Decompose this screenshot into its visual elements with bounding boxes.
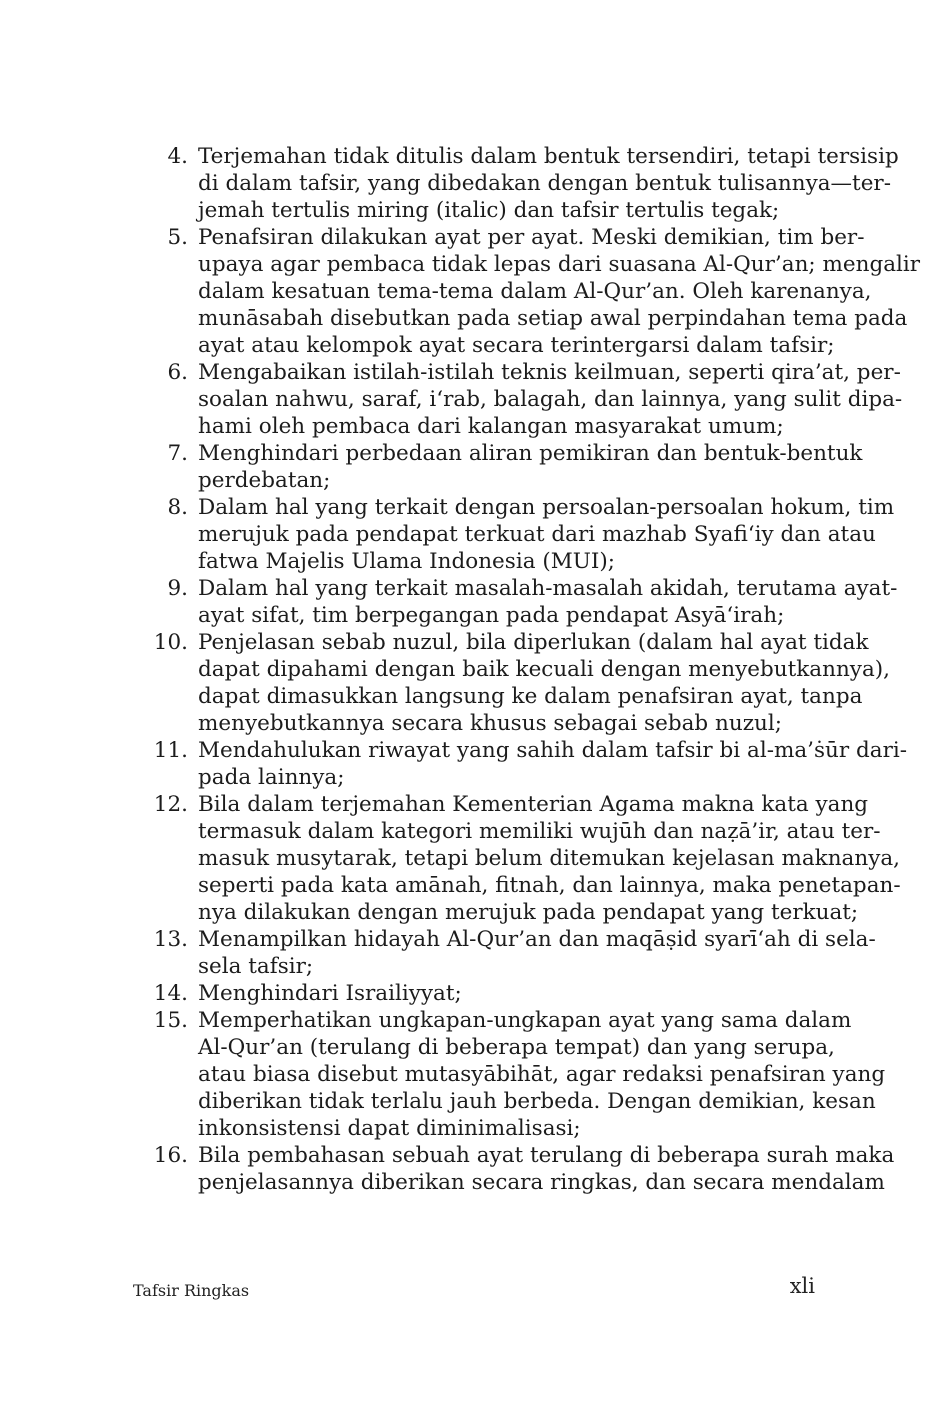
list-item-line: sela tafsir; — [198, 954, 314, 979]
list-item-line: atau biasa disebut mutasyābihāt, agar redaksi penafsiran yang — [198, 1062, 886, 1087]
list-item-line: ayat sifat, tim berpegangan pada pendapat Asyā‘irah; — [198, 603, 785, 628]
list-item-line: Mendahulukan riwayat yang sahih dalam tafsir bi al-ma’ṡūr dari- — [198, 738, 907, 763]
list-item-line: penjelasannya diberikan secara ringkas, dan secara mendalam — [198, 1170, 885, 1195]
list-item-number: 4. — [167, 144, 188, 169]
list-item-line: Al-Qur’an (terulang di beberapa tempat) dan yang serupa, — [198, 1035, 835, 1060]
list-item-number: 7. — [167, 441, 188, 466]
running-footer-title: Tafsir Ringkas — [133, 1281, 250, 1300]
list-item-line: menyebutkannya secara khusus sebagai sebab nuzul; — [198, 711, 782, 736]
list-item-line: Bila pembahasan sebuah ayat terulang di beberapa surah maka — [198, 1143, 895, 1168]
list-item-line: dalam kesatuan tema-tema dalam Al-Qur’an. Oleh karenanya, — [198, 279, 872, 304]
list-item-number: 13. — [153, 927, 188, 952]
list-item-number: 16. — [153, 1143, 188, 1168]
list-item-number: 10. — [153, 630, 188, 655]
list-item-line: Penjelasan sebab nuzul, bila diperlukan (dalam hal ayat tidak — [198, 630, 869, 655]
list-item-line: Mengabaikan istilah-istilah teknis keilmuan, seperti qira’at, per- — [198, 360, 901, 385]
list-item-line: Menghindari Israiliyyat; — [198, 981, 462, 1006]
list-item-number: 14. — [153, 981, 188, 1006]
list-item-line: hami oleh pembaca dari kalangan masyarakat umum; — [198, 414, 784, 439]
list-item-number: 6. — [167, 360, 188, 385]
list-item-line: Menampilkan hidayah Al-Qur’an dan maqāṣid syarī‘ah di sela- — [198, 927, 876, 952]
list-item-line: termasuk dalam kategori memiliki wujūh dan naẓā’ir, atau ter- — [198, 819, 881, 844]
list-item-line: Memperhatikan ungkapan-ungkapan ayat yang sama dalam — [198, 1008, 852, 1033]
list-item-line: Dalam hal yang terkait dengan persoalan-persoalan hokum, tim — [198, 495, 895, 520]
list-item-line: Bila dalam terjemahan Kementerian Agama makna kata yang — [198, 792, 869, 817]
page-number: xli — [789, 1274, 815, 1298]
list-item-line: ayat atau kelompok ayat secara terintergarsi dalam tafsir; — [198, 333, 835, 358]
list-item-line: seperti pada kata amānah, fitnah, dan lainnya, maka penetapan- — [198, 873, 901, 898]
list-item-line: perdebatan; — [198, 468, 331, 493]
list-item-line: soalan nahwu, saraf, i‘rab, balagah, dan lainnya, yang sulit dipa- — [198, 387, 903, 412]
list-item-line: Penafsiran dilakukan ayat per ayat. Meski demikian, tim ber- — [198, 225, 865, 250]
list-item-line: dapat dimasukkan langsung ke dalam penafsiran ayat, tanpa — [198, 684, 863, 709]
list-item-line: pada lainnya; — [198, 765, 345, 790]
list-item-number: 12. — [153, 792, 188, 817]
list-item-number: 15. — [153, 1008, 188, 1033]
list-item-number: 8. — [167, 495, 188, 520]
list-item-line: diberikan tidak terlalu jauh berbeda. Dengan demikian, kesan — [198, 1089, 876, 1114]
list-item-line: Terjemahan tidak ditulis dalam bentuk tersendiri, tetapi tersisip — [198, 144, 899, 169]
list-item-line: nya dilakukan dengan merujuk pada pendapat yang terkuat; — [198, 900, 859, 925]
list-item-line: upaya agar pembaca tidak lepas dari suasana Al-Qur’an; mengalir — [198, 252, 921, 277]
list-item-line: di dalam tafsir, yang dibedakan dengan bentuk tulisannya—ter- — [198, 171, 891, 196]
list-item-line: Menghindari perbedaan aliran pemikiran dan bentuk-bentuk — [198, 441, 863, 466]
list-item-line: fatwa Majelis Ulama Indonesia (MUI); — [198, 549, 615, 574]
list-item-line: munāsabah disebutkan pada setiap awal perpindahan tema pada — [198, 306, 908, 331]
list-item-line: jemah tertulis miring (italic) dan tafsir tertulis tegak; — [198, 198, 780, 223]
list-item-number: 9. — [167, 576, 188, 601]
list-item-line: dapat dipahami dengan baik kecuali dengan menyebutkannya), — [198, 657, 890, 682]
list-item-line: Dalam hal yang terkait masalah-masalah akidah, terutama ayat- — [198, 576, 898, 601]
list-item-line: masuk musytarak, tetapi belum ditemukan kejelasan maknanya, — [198, 846, 901, 871]
list-item-number: 11. — [153, 738, 188, 763]
list-item-number: 5. — [167, 225, 188, 250]
list-item-line: merujuk pada pendapat terkuat dari mazhab Syafi‘iy dan atau — [198, 522, 876, 547]
list-item-line: inkonsistensi dapat diminimalisasi; — [198, 1116, 581, 1141]
